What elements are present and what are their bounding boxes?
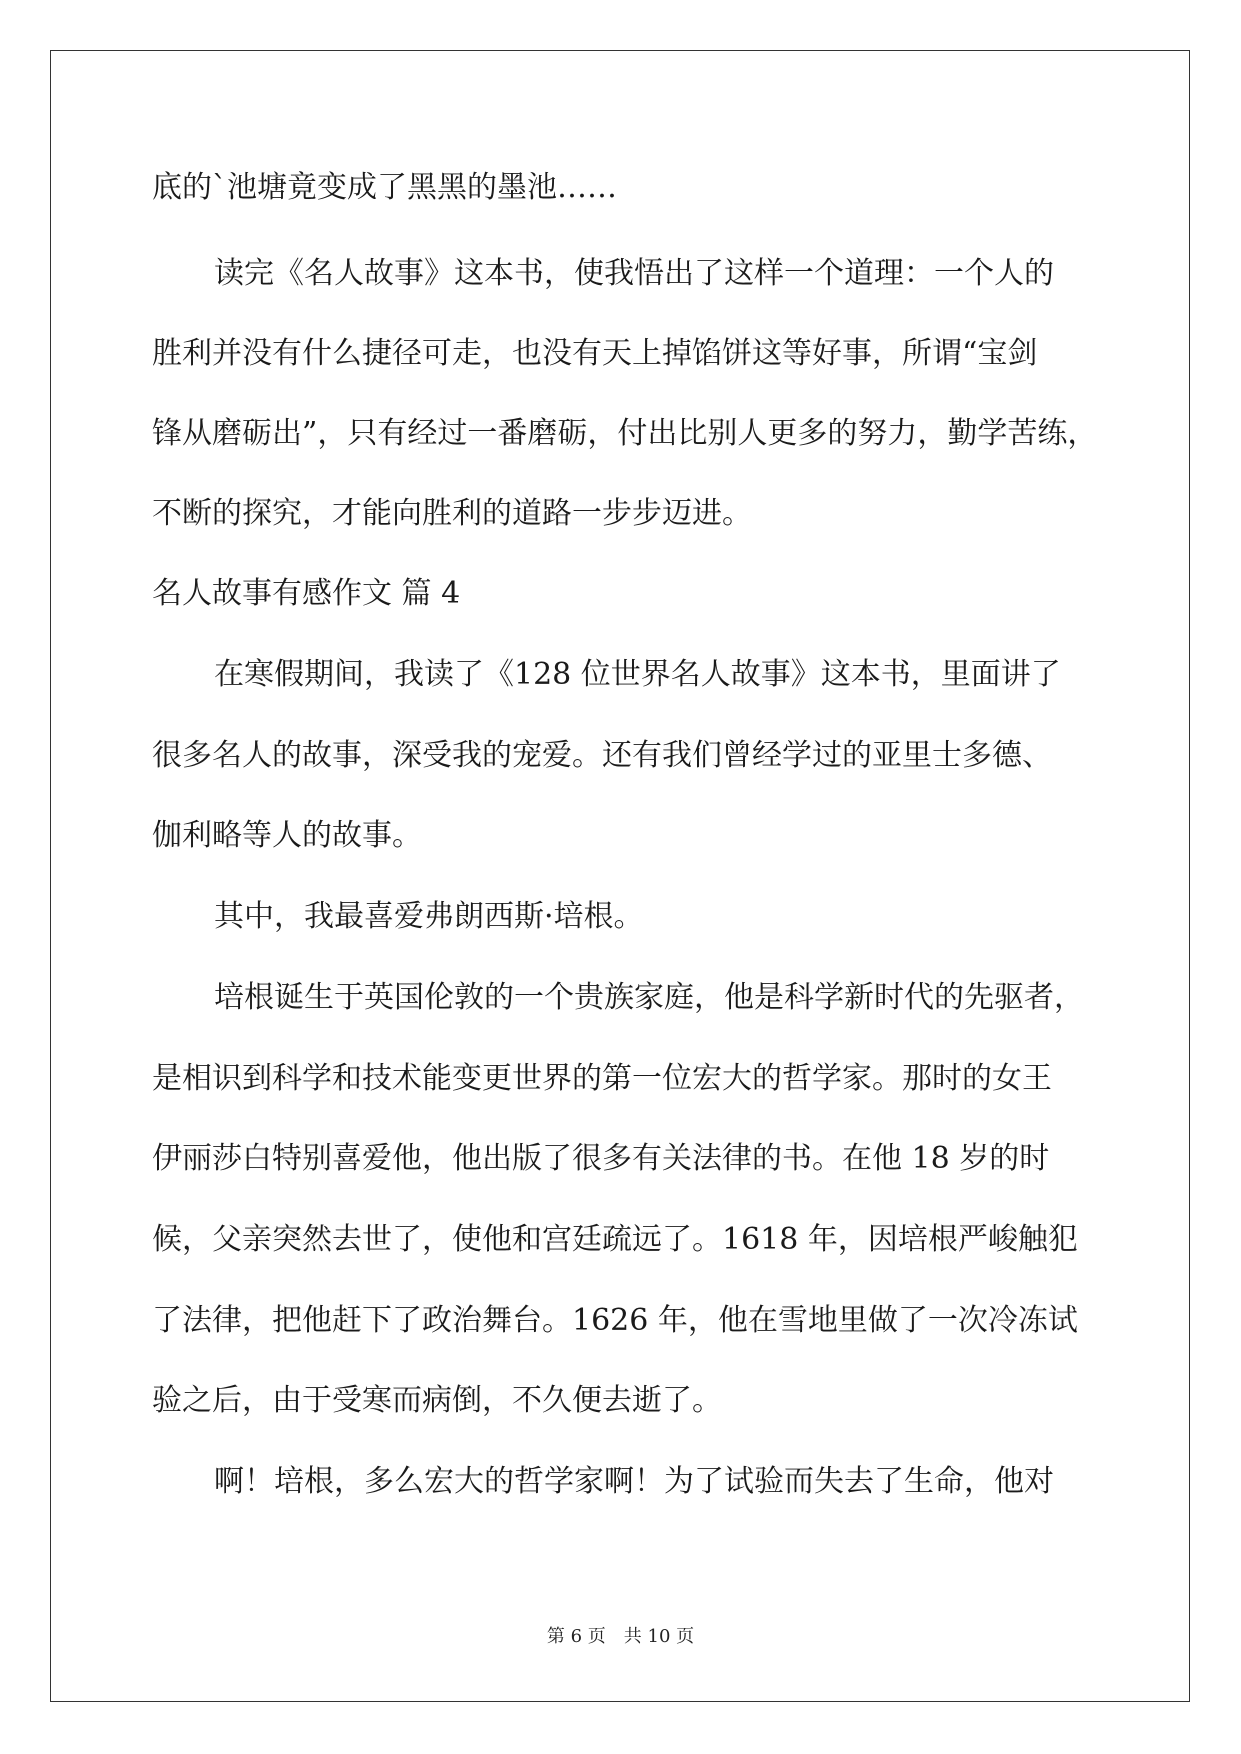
text-line: 不断的探究，才能向胜利的道路一步步迈进。	[152, 496, 752, 531]
section-heading: 名人故事有感作文 篇 4	[152, 576, 461, 611]
paragraph-first-line: 其中，我最喜爱弗朗西斯·培根。	[214, 899, 644, 934]
paragraph-first-line: 在寒假期间，我读了《128 位世界名人故事》这本书，里面讲了	[214, 657, 1061, 692]
paragraph-first-line: 读完《名人故事》这本书，使我悟出了这样一个道理：一个人的	[214, 256, 1054, 291]
page-total: 共 10 页	[623, 1626, 695, 1647]
page-border	[50, 50, 1190, 1702]
text-line: 验之后，由于受寒而病倒，不久便去逝了。	[152, 1383, 722, 1418]
text-line: 伊丽莎白特别喜爱他，他出版了很多有关法律的书。在他 18 岁的时	[152, 1141, 1050, 1176]
paragraph-first-line: 培根诞生于英国伦敦的一个贵族家庭，他是科学新时代的先驱者，	[214, 980, 1084, 1015]
text-line: 是相识到科学和技术能变更世界的第一位宏大的哲学家。那时的女王	[152, 1061, 1052, 1096]
page-footer	[0, 1625, 1241, 1649]
page-number: 第 6 页	[546, 1626, 606, 1647]
text-line: 伽利略等人的故事。	[152, 818, 422, 853]
text-line: 了法律，把他赶下了政治舞台。1626 年，他在雪地里做了一次冷冻试	[152, 1303, 1078, 1338]
text-line: 候，父亲突然去世了，使他和宫廷疏远了。1618 年，因培根严峻触犯	[152, 1222, 1078, 1257]
text-line: 底的`池塘竟变成了黑黑的墨池……	[152, 170, 617, 205]
text-line: 胜利并没有什么捷径可走，也没有天上掉馅饼这等好事，所谓“宝剑	[152, 336, 1038, 371]
text-line: 很多名人的故事，深受我的宠爱。还有我们曾经学过的亚里士多德、	[152, 738, 1052, 773]
paragraph-first-line: 啊！培根，多么宏大的哲学家啊！为了试验而失去了生命，他对	[214, 1464, 1054, 1499]
text-line: 锋从磨砺出”，只有经过一番磨砺，付出比别人更多的努力，勤学苦练，	[152, 416, 1098, 451]
